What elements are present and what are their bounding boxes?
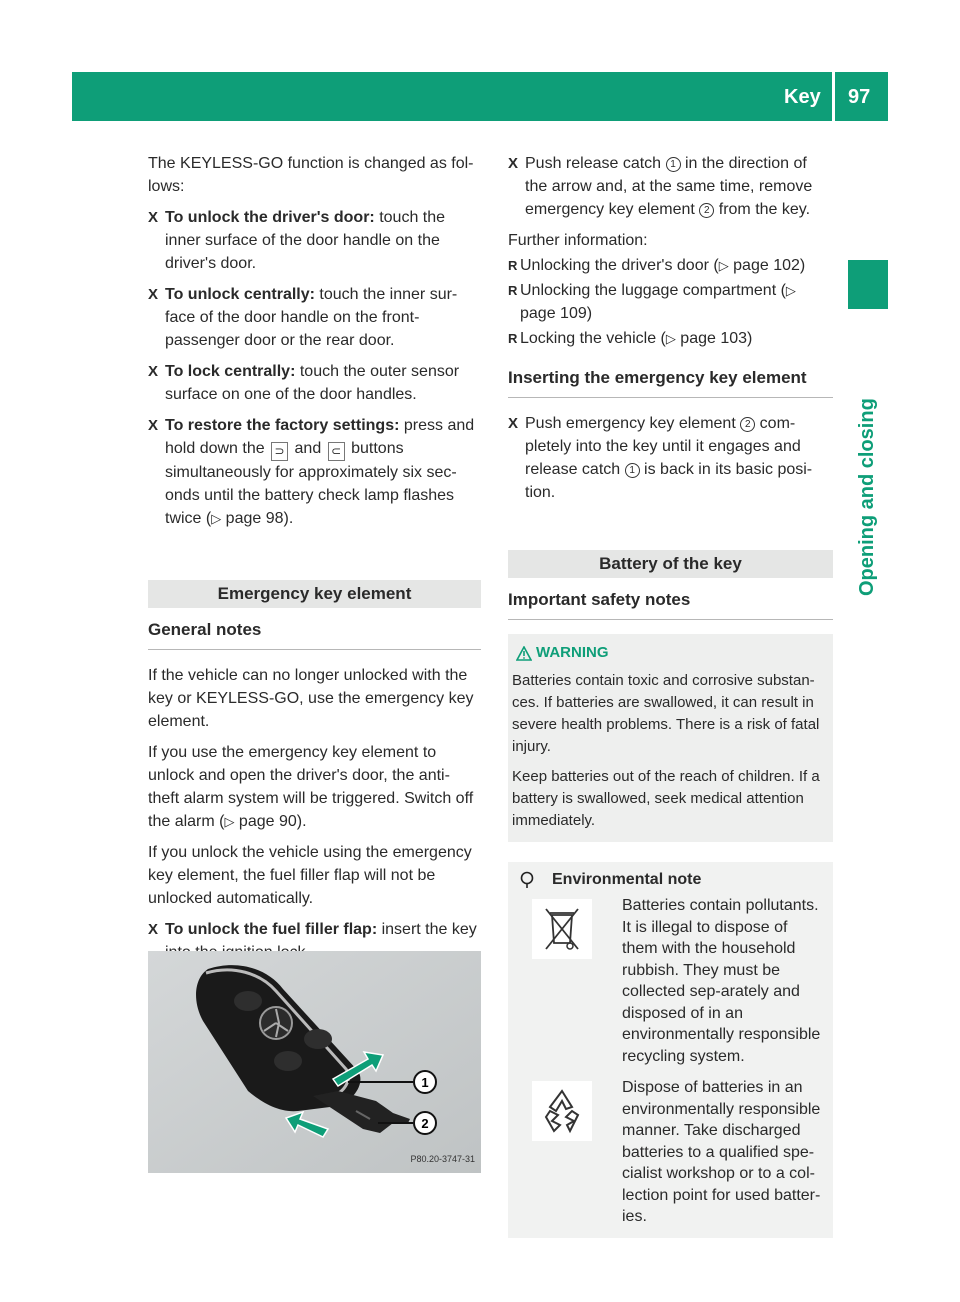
step-text: and bbox=[290, 440, 326, 457]
step-text: touch the outer sensor surface on one of the door handles. bbox=[165, 363, 460, 403]
environmental-note-title: Environmental note bbox=[552, 871, 702, 888]
general-notes-p3: If you unlock the vehicle using the emergency key element, the fuel filler flap will not be unlocked automatically. bbox=[148, 844, 472, 907]
unlock-button-icon: ⊃ bbox=[271, 442, 288, 461]
further-info-label: Further information: bbox=[508, 232, 648, 249]
step-restore-factory-settings bbox=[148, 414, 481, 530]
step-label: To restore the factory settings: bbox=[165, 417, 400, 434]
text: Unlocking the driver's door ( bbox=[520, 257, 719, 274]
warning-title: WARNING bbox=[536, 644, 609, 661]
step-unlock-driver-door bbox=[148, 206, 481, 275]
key-drawing bbox=[148, 951, 481, 1173]
subheading-general-notes: General notes bbox=[148, 618, 481, 650]
env-row-recycling bbox=[518, 1077, 823, 1228]
recycling-icon bbox=[532, 1081, 592, 1141]
warning-triangle-icon bbox=[516, 646, 532, 661]
chapter-tab-marker bbox=[848, 260, 888, 309]
env-row-disposal bbox=[518, 895, 823, 1067]
section-heading-emergency-key bbox=[148, 580, 481, 608]
header-section-title: Key bbox=[784, 86, 821, 108]
step-label: To unlock centrally: bbox=[165, 286, 315, 303]
step-text: com-pletely into the key until it engages and release catch bbox=[525, 415, 801, 478]
page-ref-icon: ▷ bbox=[224, 814, 235, 829]
header-divider bbox=[832, 72, 835, 121]
key-illustration bbox=[148, 951, 481, 1173]
step-text: is back in its basic posi-tion. bbox=[525, 461, 813, 501]
page-ref-icon: ▷ bbox=[785, 283, 796, 298]
subheading-inserting-key: Inserting the emergency key element bbox=[508, 366, 833, 398]
further-info-item bbox=[508, 327, 833, 350]
environmental-note-text-2: Dispose of batteries in an environmentally responsible manner. Take discharged batteries to a qualified spe-cialist workshop or to a col-lection point for used batter-ies. bbox=[622, 1079, 821, 1225]
step-push-release-catch bbox=[508, 152, 833, 221]
intro-text: The KEYLESS-GO function is changed as fol-lows: bbox=[148, 155, 474, 195]
step-label: To unlock the fuel filler flap: bbox=[165, 921, 378, 938]
warning-text-1: Batteries contain toxic and corrosive substan-ces. If batteries are swallowed, it can result in severe health problems. There is a risk of fatal injury. bbox=[512, 672, 820, 755]
step-unlock-centrally bbox=[148, 283, 481, 352]
text: Unlocking the luggage compartment ( bbox=[520, 282, 786, 299]
text: page 103) bbox=[675, 330, 753, 347]
step-label: To unlock the driver's door: bbox=[165, 209, 375, 226]
callout-marker-2: 2 bbox=[740, 417, 755, 432]
left-column bbox=[148, 152, 481, 1032]
lock-button-icon: ⊂ bbox=[328, 442, 345, 461]
step-text: Push release catch bbox=[525, 155, 666, 172]
chapter-title: Opening and closing bbox=[856, 398, 878, 596]
page-ref-icon: ▷ bbox=[211, 511, 222, 526]
step-label: To lock centrally: bbox=[165, 363, 296, 380]
lightbulb-icon bbox=[518, 871, 536, 889]
step-lock-centrally bbox=[148, 360, 481, 406]
step-text: page 98). bbox=[221, 510, 294, 527]
environmental-note-box bbox=[508, 862, 833, 1238]
step-text: buttons simultaneously for approximately six sec-onds until the battery check lamp flashes twice ( bbox=[165, 440, 457, 527]
step-push-emergency-key bbox=[508, 412, 833, 504]
section-heading-text: Emergency key element bbox=[217, 584, 412, 603]
header-bar bbox=[72, 72, 888, 121]
step-text: touch the inner sur-face of the door handle on the front-passenger door or the rear door. bbox=[165, 286, 458, 349]
step-text: from the key. bbox=[714, 201, 811, 218]
warning-text-2: Keep batteries out of the reach of children. If a battery is swallowed, seek medical attention immediately. bbox=[512, 768, 820, 829]
step-text: press and hold down the bbox=[165, 417, 475, 457]
figure-code: P80.20-3747-31 bbox=[410, 1154, 475, 1164]
step-text: Push emergency key element bbox=[525, 415, 741, 432]
warning-box bbox=[508, 634, 833, 842]
callout-1: 1 bbox=[421, 1075, 429, 1090]
page-ref-icon: ▷ bbox=[718, 258, 729, 273]
section-heading-text: Battery of the key bbox=[599, 554, 742, 573]
callout-marker-1: 1 bbox=[625, 463, 640, 478]
right-column bbox=[508, 152, 833, 1238]
step-text: in the direction of the arrow and, at the same time, remove emergency key element bbox=[525, 155, 813, 218]
step-text: touch the inner surface of the door handle on the driver's door. bbox=[165, 209, 446, 272]
text: page 90). bbox=[234, 813, 307, 830]
step-text: insert the key bbox=[381, 921, 477, 938]
callout-marker-1: 1 bbox=[666, 157, 681, 172]
further-info-item bbox=[508, 279, 833, 325]
subheading-safety-notes: Important safety notes bbox=[508, 588, 833, 620]
further-info-item bbox=[508, 254, 833, 277]
text: If you use the emergency key element to unlock and open the driver's door, the anti-theft alarm system will be triggered. Switch off the alarm ( bbox=[148, 744, 474, 830]
section-heading-battery bbox=[508, 550, 833, 578]
callout-2: 2 bbox=[421, 1116, 429, 1131]
environmental-note-text-1: Batteries contain pollutants. It is illegal to dispose of them with the household rubbish. They must be collected sep-arately and disposed of in an environmentally responsible recycling system. bbox=[622, 897, 821, 1065]
page-number: 97 bbox=[848, 86, 871, 108]
page-ref-icon: ▷ bbox=[665, 331, 676, 346]
general-notes-p1: If the vehicle can no longer unlocked with the key or KEYLESS-GO, use the emergency key element. bbox=[148, 667, 474, 730]
general-notes-p2 bbox=[148, 741, 481, 833]
crossed-bin-icon bbox=[532, 899, 592, 959]
callout-marker-2: 2 bbox=[699, 203, 714, 218]
text: page 102) bbox=[728, 257, 806, 274]
text: page 109) bbox=[520, 305, 593, 322]
text: Locking the vehicle ( bbox=[520, 330, 666, 347]
